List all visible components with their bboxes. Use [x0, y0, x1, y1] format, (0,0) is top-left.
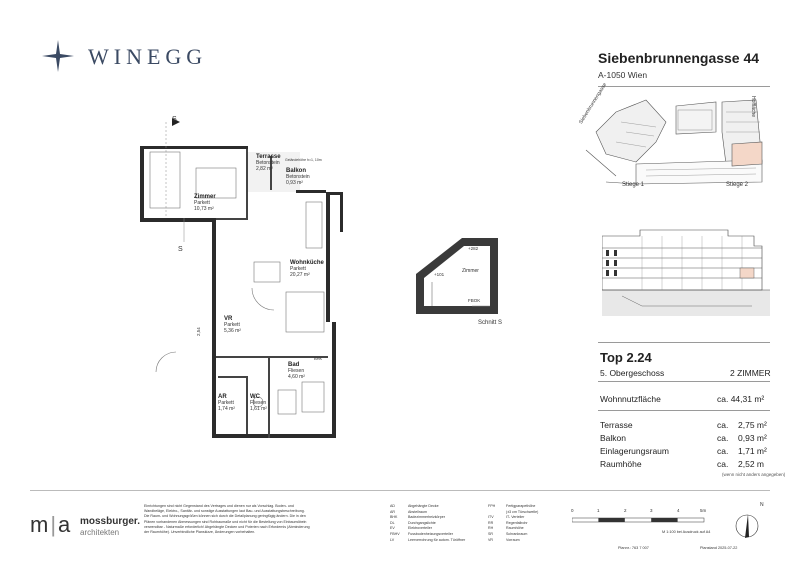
legend-desc: Vorraum: [506, 537, 520, 542]
unit-rooms: 2 ZIMMER: [730, 368, 771, 378]
divider: [598, 86, 770, 87]
bhk-label: BHK: [314, 356, 323, 361]
section-room: Zimmer: [462, 268, 479, 274]
legend-abbr: AR: [390, 509, 395, 514]
shaft-note: Geländehöhe h=1, 10m: [285, 158, 322, 162]
room-name: Zimmer: [194, 194, 216, 200]
disclaimer-line: Die Raum- und Wohnungsgrößen können sich durch die Detailplanung geringfügig ändern. Die in den: [144, 514, 306, 519]
room-area: 5,36 m²: [224, 328, 241, 334]
siteplan-stair2: Stiege 2: [726, 182, 749, 188]
room-area: 20,27 m²: [290, 272, 310, 278]
address-city: A-1050 Wien: [598, 70, 648, 80]
room-floor: Parkett: [290, 266, 306, 272]
room-ar: [218, 394, 235, 412]
detail-label: Einlagerungsraum: [600, 446, 669, 456]
legend-desc: (±3 cm Türschwelle): [506, 509, 539, 514]
detail-value: 1,71 m²: [738, 446, 767, 456]
room-floor: Fliesen: [250, 400, 267, 406]
section-level-top: +282: [468, 246, 479, 251]
room-area: 0,93 m²: [286, 180, 303, 186]
legend-desc: Abstellraum: [408, 509, 427, 514]
room-floor: Parkett: [218, 400, 234, 406]
legend-desc: Badezimmerheizkörper: [408, 515, 445, 520]
height-note: (wenn nicht anders angegeben): [722, 472, 786, 477]
siteplan-stair1: Stiege 1: [622, 182, 645, 188]
architect-mark: m|a: [30, 512, 71, 537]
legend-abbr: VR: [488, 537, 493, 542]
detail-ca: ca.: [717, 459, 729, 469]
floor-plan: [136, 112, 366, 442]
detail-ca: ca.: [717, 433, 729, 443]
room-floor: Betonstein: [256, 160, 280, 166]
legend-col-1: [390, 504, 465, 543]
unit-top: Top 2.24: [600, 350, 652, 365]
legend-desc: Fussbodenheizungsverteiler: [408, 531, 453, 536]
scale-bar: [572, 516, 712, 526]
legend-abbr: FPH: [488, 504, 496, 508]
address-street: Siebenbrunnengasse 44: [598, 50, 760, 66]
room-terrasse: [256, 154, 281, 172]
legend-abbr: BHK: [390, 515, 398, 520]
legend-desc: Raumhöhe: [506, 526, 524, 531]
detail-ca: ca.: [717, 420, 729, 430]
room-name: WC: [250, 394, 260, 400]
legend-abbr: ITV: [488, 515, 494, 520]
detail-value: 2,52 m: [738, 459, 764, 469]
room-floor: Fliesen: [288, 368, 305, 374]
legend-abbr: DL: [390, 520, 395, 525]
section-marker-top: S: [172, 116, 177, 123]
siteplan-street-label: Siebenbrunnengasse: [578, 81, 609, 126]
legend-abbr: SR: [488, 531, 493, 536]
legend-abbr: LV: [390, 537, 395, 542]
detail-ca: ca.: [717, 446, 729, 456]
section-marker-side: S: [178, 246, 183, 253]
architect-mark-right: a: [58, 512, 71, 537]
divider: [598, 410, 770, 411]
room-name: Terrasse: [256, 154, 281, 160]
architect-sub: architekten: [80, 528, 120, 537]
north-arrow-icon: [734, 506, 760, 540]
legend-desc: Durchgangslichte: [408, 520, 436, 525]
room-name: AR: [218, 394, 227, 400]
divider: [598, 381, 770, 382]
room-area: 4,60 m²: [288, 374, 305, 380]
room-floor: Parkett: [224, 322, 240, 328]
legend-abbr: RR: [488, 520, 494, 525]
section-level-mid: +101: [434, 272, 445, 277]
architect-name: mossburger.: [80, 516, 141, 527]
room-name: Bad: [288, 362, 300, 368]
disclaimer-line: Wandbeläge, Elektro-, Sanitär- und sonstige Ausstattungen laut Bau- und Ausstattungsbeschreibung.: [144, 509, 305, 514]
legend-abbr: FBHV: [390, 531, 400, 536]
detail-label: Terrasse: [600, 420, 633, 430]
disclaimer: [144, 504, 374, 535]
architect-mark-left: m: [30, 512, 49, 537]
room-area: 2,82 m²: [256, 166, 273, 172]
disclaimer-line: Einrichtungen sind nicht Gegenstand des Vertrages und dienen nur als Vorschlag. Boden- und: [144, 504, 294, 508]
detail-label: Raumhöhe: [600, 459, 642, 469]
room-vr: [224, 316, 241, 334]
north-label: N: [760, 502, 764, 508]
scale-tick: 1: [597, 508, 600, 513]
height-marker: 2,54: [196, 327, 201, 336]
room-name: Balkon: [286, 168, 307, 174]
room-area: 1,74 m²: [218, 406, 235, 412]
legend-desc: Fertigparapethöhe: [506, 504, 536, 508]
room-name: Wohnküche: [290, 260, 324, 266]
brand-name: WINEGG: [88, 44, 208, 69]
unit-floor: 5. Obergeschoss: [600, 368, 665, 378]
scale-tick: 0: [571, 508, 574, 513]
plan-number: Plannr.: 763 7 007: [618, 546, 649, 550]
legend-desc: IT- Verteiler: [506, 515, 525, 520]
legend-desc: Schrankraum: [506, 531, 528, 536]
living-label: Wohnnutzfläche: [600, 394, 661, 404]
living-value: ca. 44,31 m²: [717, 394, 765, 404]
room-floor: Betonstein: [286, 174, 310, 180]
legend-desc: Leerverrohrung für autom. Türöffner: [408, 537, 466, 542]
detail-value: 2,75 m²: [738, 420, 767, 430]
scale-tick: 4: [677, 508, 680, 513]
detail-label: Balkon: [600, 433, 626, 443]
legend-desc: Elektroverteiler: [408, 526, 432, 531]
room-area: 10,73 m²: [194, 206, 214, 212]
legend-desc: Regenfallrohr: [506, 520, 528, 525]
section-fbok: FBOK: [468, 298, 481, 303]
section-label: Schnitt S: [478, 320, 503, 326]
winegg-star-logo: [40, 38, 76, 74]
scale-tick: 3: [650, 508, 653, 513]
room-name: VR: [224, 316, 233, 322]
plan-date: Planstand 2025-07-22: [700, 546, 738, 550]
disclaimer-line: der Raumhöhe). Unverbindliche Planskizze, Änderungen vorbehalten.: [144, 530, 256, 535]
footer-divider: [30, 490, 770, 491]
disclaimer-line: verwendbar - Naturmaße erforderlich! Abgehängte Decken und Poterien nach Erfordernis (Abminderung: [144, 524, 310, 529]
room-bad: [288, 362, 305, 380]
siteplan-court-label: Hoffläche: [750, 96, 756, 118]
scale-tick: 5m: [700, 508, 707, 513]
legend-abbr: EV: [390, 526, 395, 531]
legend-abbr: RH: [488, 526, 494, 531]
room-area: 1,61 m²: [250, 406, 267, 412]
detail-value: 0,93 m²: [738, 433, 767, 443]
disclaimer-line: Plänen vorhandenen Abmessungen sind Rohbaumaße und nicht für die Bestellung von Einbaumöbeln: [144, 519, 307, 524]
section-drawing: [412, 234, 504, 320]
legend-abbr: AD: [390, 504, 395, 508]
scale-note: M 1:100 bei Ausdruck auf A4: [662, 530, 711, 534]
room-wc: [250, 394, 267, 412]
legend-desc: Abgehängte Decke: [408, 504, 439, 508]
room-wohnkueche: [290, 260, 324, 278]
room-balkon: [286, 168, 310, 186]
building-elevation: [602, 226, 770, 316]
room-floor: Parkett: [194, 200, 210, 206]
divider: [598, 342, 770, 343]
legend-col-2: [488, 504, 538, 543]
room-zimmer: [194, 194, 216, 212]
scale-tick: 2: [624, 508, 627, 513]
